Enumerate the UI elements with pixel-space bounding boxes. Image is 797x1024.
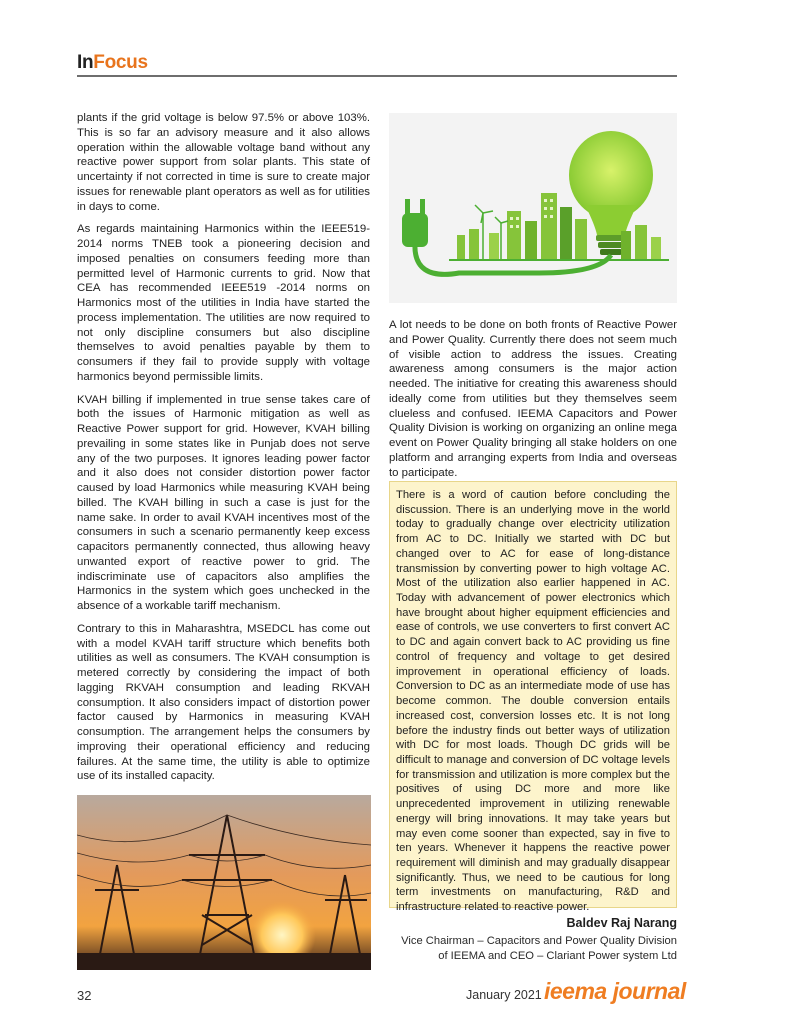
paragraph: Contrary to this in Maharashtra, MSEDCL has come out with a model KVAH tariff structure which benefits both utilities as well as consumers. The KVAH consumption is metered correctly by considering the impact of both lagging RKVAH consumption and leading RKVAH consumption. It also considers impact of distortion power factor caused by Harmonics in measuring KVAH consumption. The arrangement helps the consumers by improving their operational efficiency and reducing failures. At the same time, the utility is able to optimize use of its installed capacity. [77, 622, 370, 783]
section-header-in: In [77, 52, 94, 73]
author-role-line: Vice Chairman – Capacitors and Power Quality Division [401, 935, 677, 947]
green-city-bulb-illustration [389, 113, 677, 303]
paragraph: plants if the grid voltage is below 97.5% or above 103%. This is so far an advisory measure and it also allows operation within the allowable voltage band without any reactive power support from solar plants. This state of uncertainty if not corrected in time is sure to create major issues for renewable plant operators as well as for utilities in days to come. [77, 112, 370, 213]
author-name: Baldev Raj Narang [566, 916, 677, 930]
section-header [77, 52, 148, 74]
power-towers-sunset-photo [77, 795, 371, 970]
journal-logo: ieema journal [544, 978, 686, 1004]
callout-text: There is a word of caution before concluding the discussion. There is an underlying move in the world today to gradually change over electricity utilization from AC to DC. Initially we started with DC but changed over to AC for ease of long-distance transmission by converting power to high voltage AC. Most of the utilization also earlier happened in AC. Today with advancement of power electronics which have brought about higher equipment efficiencies and ease of controls, we use converters to first convert AC to DC and again convert back to AC providing us fine control of frequency and voltage to get desired improvement in operational efficiency of loads. Conversion to DC as an intermediate mode of use has become common. The double conversion entails increased cost, conversion losses etc. It is not long before the industry finds out better ways of utilization with DC for most loads. Though DC grids will be difficult to manage and conversion of DC voltage levels for transmission and utilization is more complex but the positives of using DC more and more like unprecedented improvement in utilizing renewable energy will bring innovations. It may take years but may even come sooner than expected, say in five to ten years. Whenever it happens the reactive power requirement will diminish and may gradually disappear significantly. Thus, we need to be cautious for long term investments on manufacturing, R&D and infrastructure related to reactive power. [396, 489, 670, 914]
header-divider [77, 75, 677, 77]
paragraph: As regards maintaining Harmonics within the IEEE519-2014 norms TNEB took a pioneering decision and imposed penalties on consumers feeding more than permitted level of Harmonic currents to grid. Now that CEA has recommended IEEE519 -2014 norms on Harmonics most of the utilities in India have started the process implementation. The utilities are now required to not only discipline consumers but also discipline themselves to avoid penalties payable by them to consumers if they fail to provide supply with voltage harmonics beyond permissible limits. [77, 223, 370, 383]
paragraph: KVAH billing if implemented in true sense takes care of both the issues of Harmonic mitigation as well as Reactive Power support for grid. However, KVAH billing prevailing in some states like in Punjab does not serve any of the two purposes. It ignores leading power factor and it also does not consider distortion power factor caused by load Harmonics while measuring KVAH being billed. The KVAH billing in such a case is just for the name sake. In order to avail KVAH incentives most of the consumers in such a scenario permanently keep excess capacitors permanently connected, thus allowing heavy unwanted export of reactive power to grid. The indiscriminate use of capacitors also amplifies the Harmonics in the system which goes unchecked in the absence of a workable tariff mechanism. [77, 393, 370, 612]
page-number: 32 [77, 988, 92, 1003]
author-role [377, 934, 677, 964]
author-role-line: of IEEMA and CEO – Clariant Power system Ltd [438, 950, 677, 962]
issue-date: January 2021 [466, 988, 542, 1002]
section-header-focus: Focus [93, 52, 148, 73]
paragraph: A lot needs to be done on both fronts of Reactive Power and Power Quality. Currently there does not seem much of visible action to address the issues. Creating awareness among consumers is the major action needed. The initiative for creating this awareness should ideally come from utilities but they themselves seem clueless and confused. IEEMA Capacitors and Power Quality Division is working on organizing an online mega event on Power Quality bringing all stake holders on one platform and arranging experts from India and overseas to participate. [389, 319, 677, 479]
left-column [77, 111, 370, 792]
caution-callout-box [389, 481, 677, 914]
right-column [389, 318, 677, 488]
